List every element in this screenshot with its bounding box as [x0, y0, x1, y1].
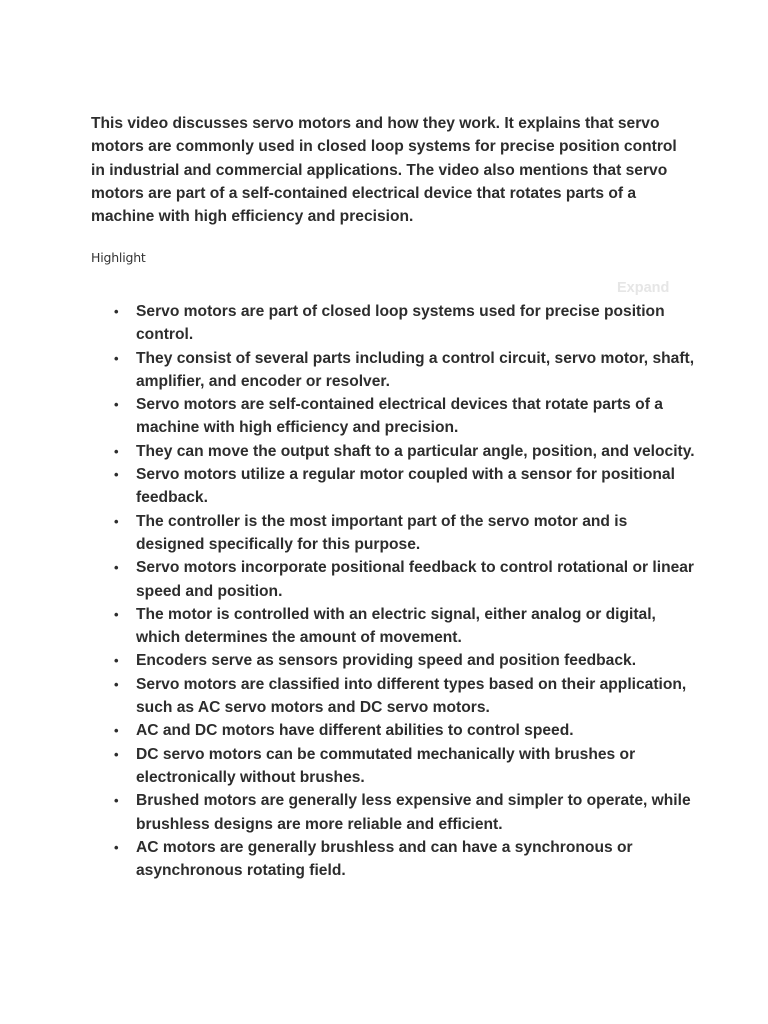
list-item: [114, 789, 696, 836]
list-item-text: The controller is the most important part of the servo motor and is designed specifically for this purpose.: [136, 512, 628, 553]
list-item: [114, 393, 696, 440]
highlights-list: [114, 300, 696, 882]
bullet-icon: •: [114, 746, 119, 762]
list-item-text: They can move the output shaft to a particular angle, position, and velocity.: [136, 442, 695, 460]
list-item-text: Servo motors are classified into different types based on their application, such as AC servo motors and DC servo motors.: [136, 675, 687, 717]
bullet-icon: •: [114, 723, 119, 739]
bullet-icon: •: [114, 397, 119, 413]
expand-link[interactable]: Expand: [617, 280, 670, 296]
list-item-text: Brushed motors are generally less expensive and simpler to operate, while brushless designs are more reliable and efficient.: [136, 792, 691, 833]
bullet-icon: •: [114, 839, 119, 855]
list-item-text: They consist of several parts including a control circuit, servo motor, shaft, amplifier, and encoder or resolver.: [136, 349, 695, 390]
list-item: [114, 440, 696, 463]
list-item: [114, 649, 696, 672]
bullet-icon: •: [114, 606, 119, 622]
list-item-text: Servo motors are self-contained electrical devices that rotate parts of a machine with high efficiency and precision.: [136, 396, 663, 437]
bullet-icon: •: [114, 304, 119, 319]
list-item: [114, 510, 696, 557]
list-item: [114, 673, 696, 720]
list-item-text: DC servo motors can be commutated mechanically with brushes or electronically without brushes.: [136, 745, 636, 786]
list-item: [114, 719, 696, 742]
list-item: [114, 836, 696, 883]
list-item: [114, 743, 696, 790]
list-item: [114, 463, 696, 510]
list-item-text: Servo motors utilize a regular motor coupled with a sensor for positional feedback.: [136, 466, 675, 507]
list-item-text: Encoders serve as sensors providing speed and position feedback.: [136, 652, 637, 670]
video-summary: This video discusses servo motors and how they work. It explains that servo motors are commonly used in closed loop systems for precise position control in industrial and commercial applications. The video also mentions that servo motors are part of a self-contained electrical device that rotates parts of a machine with high efficiency and precision.: [91, 115, 677, 226]
list-item: [114, 603, 696, 650]
bullet-icon: •: [114, 793, 119, 809]
bullet-icon: •: [114, 467, 119, 483]
bullet-icon: •: [114, 676, 119, 692]
bullet-icon: •: [114, 560, 119, 576]
list-item-text: Servo motors incorporate positional feedback to control rotational or linear speed and position.: [136, 559, 695, 600]
list-item-text: AC and DC motors have different abilities to control speed.: [136, 722, 574, 740]
bullet-icon: •: [114, 350, 119, 366]
list-item-text: Servo motors are part of closed loop systems used for precise position control.: [136, 303, 665, 344]
bullet-icon: •: [114, 513, 119, 529]
list-item: [114, 300, 696, 347]
list-item-text: The motor is controlled with an electric signal, either analog or digital, which determines the amount of movement.: [136, 605, 656, 647]
bullet-icon: •: [114, 653, 119, 669]
list-item: [114, 347, 696, 394]
bullet-icon: •: [114, 443, 119, 459]
list-item: [114, 556, 696, 603]
list-item-text: AC motors are generally brushless and can have a synchronous or asynchronous rotating field.: [136, 838, 633, 880]
highlight-label: Highlight: [91, 250, 146, 265]
